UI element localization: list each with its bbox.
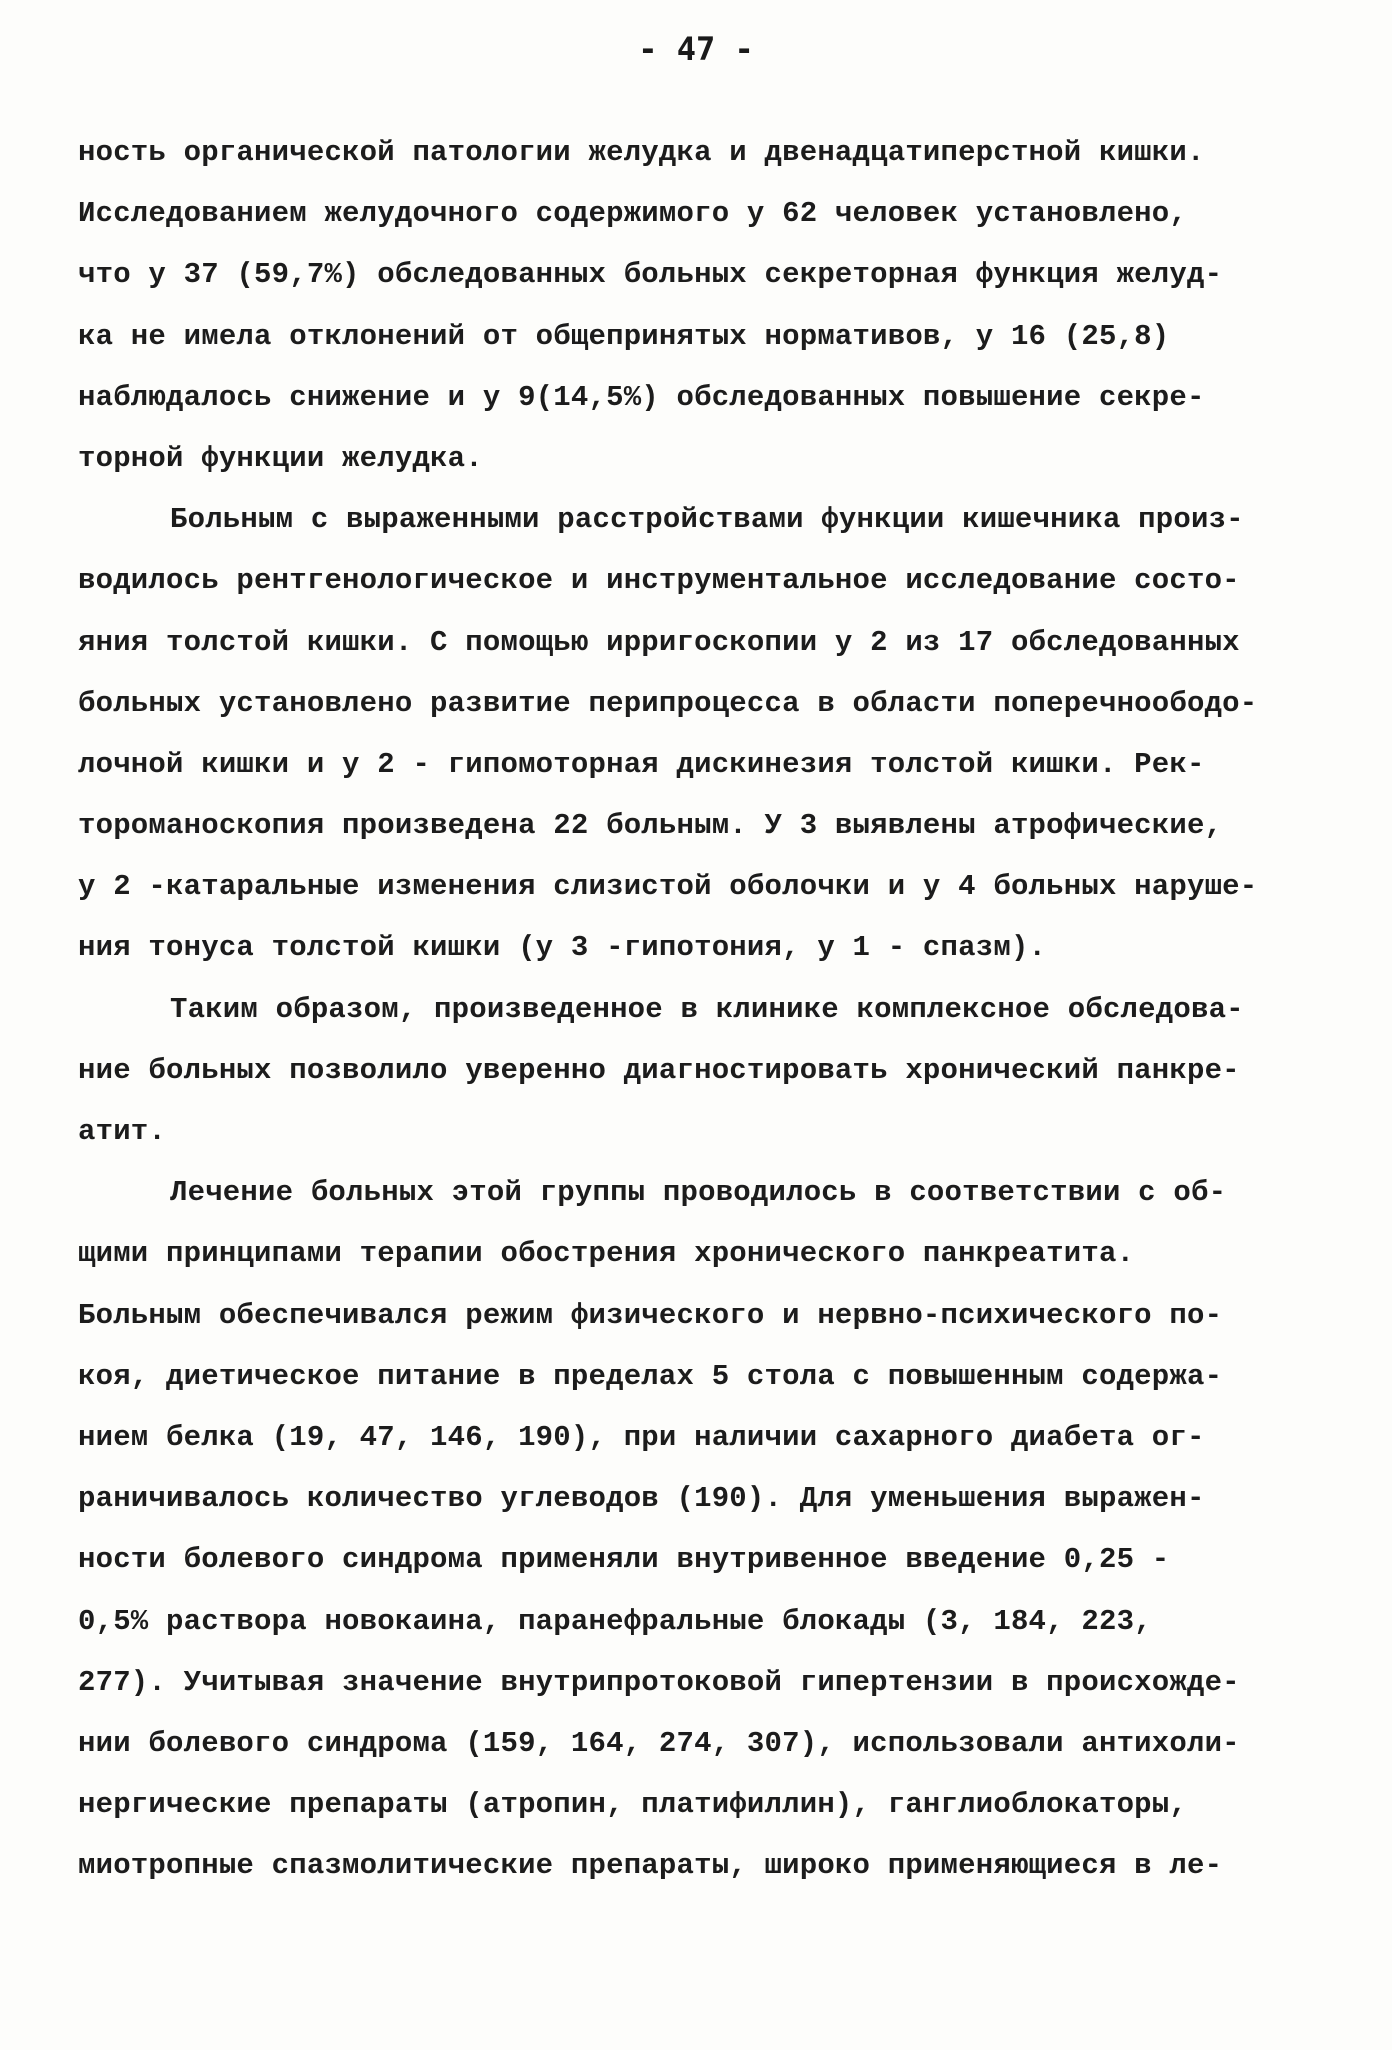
page-number: - 47 -: [638, 30, 754, 68]
text-line: Лечение больных этой группы проводилось в соответствии с об-: [170, 1176, 1227, 1210]
text-line: нием белка (19, 47, 146, 190), при наличии сахарного диабета ог-: [78, 1420, 1205, 1454]
text-line: Больным с выраженными расстройствами функции кишечника произ-: [170, 503, 1244, 537]
text-line: коя, диетическое питание в пределах 5 стола с повышенным содержа-: [78, 1359, 1223, 1393]
text-line: яния толстой кишки. С помощью ирригоскопии у 2 из 17 обследованных: [78, 625, 1240, 659]
text-line: Таким образом, произведенное в клинике комплексное обследова-: [170, 992, 1244, 1026]
text-line: 277). Учитывая значение внутрипротоковой гипертензии в происхожде-: [78, 1665, 1240, 1699]
text-line: ности болевого синдрома применяли внутривенное введение 0,25 -: [78, 1543, 1170, 1577]
text-line: раничивалось количество углеводов (190). Для уменьшения выражен-: [78, 1482, 1205, 1516]
text-line: нергические препараты (атропин, платифиллин), ганглиоблокаторы,: [78, 1788, 1187, 1822]
text-line: тороманоскопия произведена 22 больным. У 3 выявлены атрофические,: [78, 809, 1223, 843]
text-line: ние больных позволило уверенно диагностировать хронический панкре-: [78, 1053, 1240, 1087]
text-line: водилось рентгенологическое и инструментальное исследование состо-: [78, 564, 1240, 598]
text-line: щими принципами терапии обострения хронического панкреатита.: [78, 1237, 1135, 1271]
text-line: 0,5% раствора новокаина, паранефральные блокады (3, 184, 223,: [78, 1604, 1152, 1638]
text-line: наблюдалось снижение и у 9(14,5%) обследованных повышение секре-: [78, 380, 1205, 414]
text-line: у 2 -катаральные изменения слизистой оболочки и у 4 больных наруше-: [78, 870, 1258, 904]
text-line: атит.: [78, 1115, 167, 1148]
text-line: нии болевого синдрома (159, 164, 274, 307), использовали антихоли-: [78, 1726, 1240, 1760]
text-line: ка не имела отклонений от общепринятых нормативов, у 16 (25,8): [78, 319, 1170, 353]
text-line: Больным обеспечивался режим физического и нервно-психического по-: [78, 1298, 1223, 1332]
text-line: торной функции желудка.: [78, 441, 483, 475]
text-line: Исследованием желудочного содержимого у 62 человек установлено,: [78, 197, 1187, 231]
body-text: [78, 122, 1298, 1896]
text-line: что у 37 (59,7%) обследованных больных секреторная функция желуд-: [78, 258, 1223, 292]
text-line: ния тонуса толстой кишки (у 3 -гипотония, у 1 - спазм).: [78, 931, 1047, 965]
text-line: лочной кишки и у 2 - гипомоторная дискинезия толстой кишки. Рек-: [78, 747, 1205, 781]
text-line: миотропные спазмолитические препараты, широко применяющиеся в ле-: [78, 1849, 1223, 1883]
text-line: больных установлено развитие перипроцесса в области поперечноободо-: [78, 686, 1258, 720]
text-line: ность органической патологии желудка и двенадцатиперстной кишки.: [78, 136, 1205, 169]
